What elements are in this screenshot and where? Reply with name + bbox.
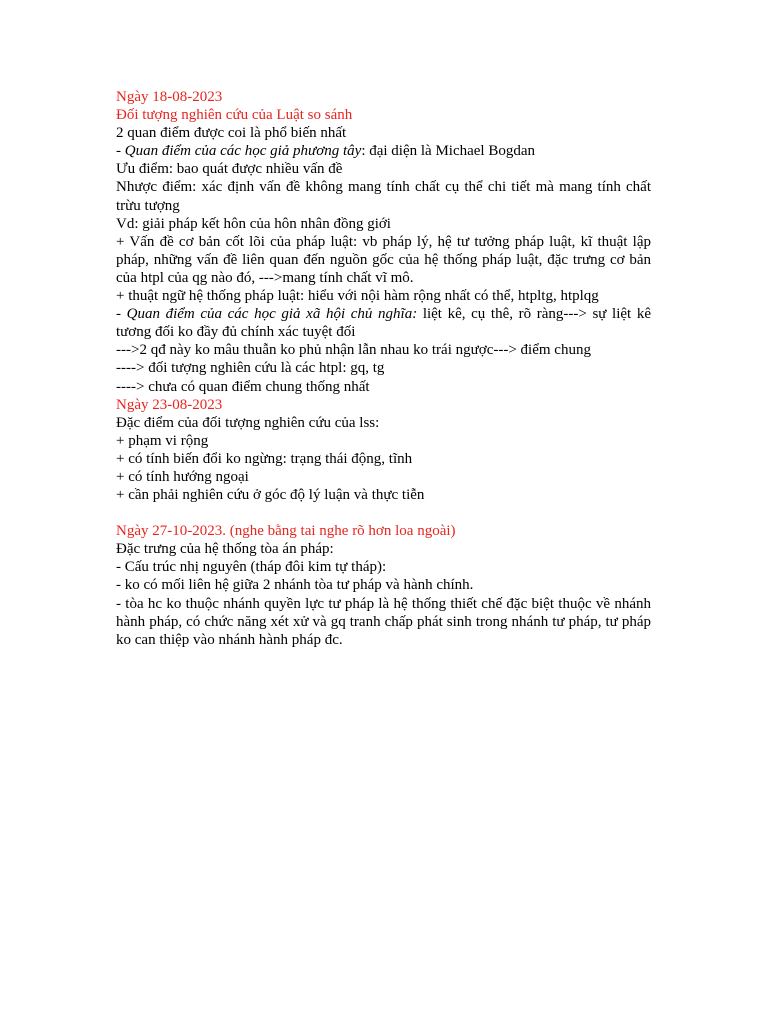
text-line: Vd: giải pháp kết hôn của hôn nhân đồng giới: [116, 215, 391, 232]
text-line: + cần phải nghiên cứu ở góc độ lý luận và thực tiễn: [116, 487, 425, 504]
section-title: Đối tượng nghiên cứu của Luật so sánh: [116, 107, 353, 124]
text-line: Đặc điểm của đối tượng nghiên cứu của lss:: [116, 414, 380, 431]
text-line: Đặc trưng của hệ thống tòa án pháp:: [116, 541, 334, 558]
text-line: + phạm vi rộng: [116, 432, 209, 449]
italic-phrase: Quan điểm của các học giả xã hội chủ nghĩa:: [126, 306, 418, 323]
text-line: Ưu điểm: bao quát được nhiều vấn đề: [116, 161, 343, 178]
text-line: - ko có mối liên hệ giữa 2 nhánh tòa tư pháp và hành chính.: [116, 577, 474, 594]
document-page: [116, 88, 651, 649]
paragraph: Nhược điểm: xác định vấn đề không mang tính chất cụ thể chi tiết mà mang tính chất trừu tượng: [116, 179, 651, 214]
text-line: 2 quan điểm được coi là phổ biến nhất: [116, 125, 347, 142]
paragraph: + thuật ngữ hệ thống pháp luật: hiểu với nội hàm rộng nhất có thể, htpltg, htplqg: [116, 288, 599, 305]
text-line: --->2 qđ này ko mâu thuẫn ko phủ nhận lẫn nhau ko trái ngược---> điểm chung: [116, 342, 591, 359]
text-fragment: liệt kê, cụ thê, rõ ràng---> sự liệt kê tương đối ko đầy đủ chính xác tuyệt đối: [116, 306, 651, 341]
date-heading: Ngày 23-08-2023: [116, 396, 223, 413]
bullet-dash: -: [116, 143, 125, 160]
text-line: ----> chưa có quan điểm chung thống nhất: [116, 378, 370, 395]
text-line: [116, 142, 651, 160]
text-line: ----> đối tượng nghiên cứu là các htpl: gq, tg: [116, 360, 385, 377]
text-fragment: : đại diện là Michael Bogdan: [361, 143, 536, 160]
blank-line: [116, 504, 651, 522]
text-line: - Cấu trúc nhị nguyên (tháp đôi kim tự tháp):: [116, 559, 387, 576]
italic-phrase: Quan điểm của các học giả phương tây: [124, 143, 362, 160]
paragraph: - tòa hc ko thuộc nhánh quyền lực tư pháp là hệ thống thiết chế đặc biệt thuộc về nhánh hành pháp, có chức năng xét xử và gq tranh chấp phát sinh trong nhánh tư pháp, tư pháp ko can thiệp vào nhánh hành pháp đc.: [116, 595, 651, 648]
date-heading: Ngày 27-10-2023. (nghe bằng tai nghe rõ hơn loa ngoài): [116, 523, 456, 540]
paragraph: [116, 305, 651, 341]
date-heading: Ngày 18-08-2023: [116, 89, 223, 105]
text-line: + có tính biến đổi ko ngừng: trạng thái động, tĩnh: [116, 450, 413, 467]
bullet-dash: -: [116, 306, 127, 323]
text-line: + có tính hướng ngoại: [116, 468, 249, 485]
paragraph: + Vấn đề cơ bản cốt lõi của pháp luật: vb pháp lý, hệ tư tưởng pháp luật, kĩ thuật lập pháp, những vấn đề liên quan đến nguồn gốc của hệ thống pháp luật, đặc trưng cơ bản của htpl của qg nào đó, --->mang tính chất vĩ mô.: [116, 233, 651, 286]
